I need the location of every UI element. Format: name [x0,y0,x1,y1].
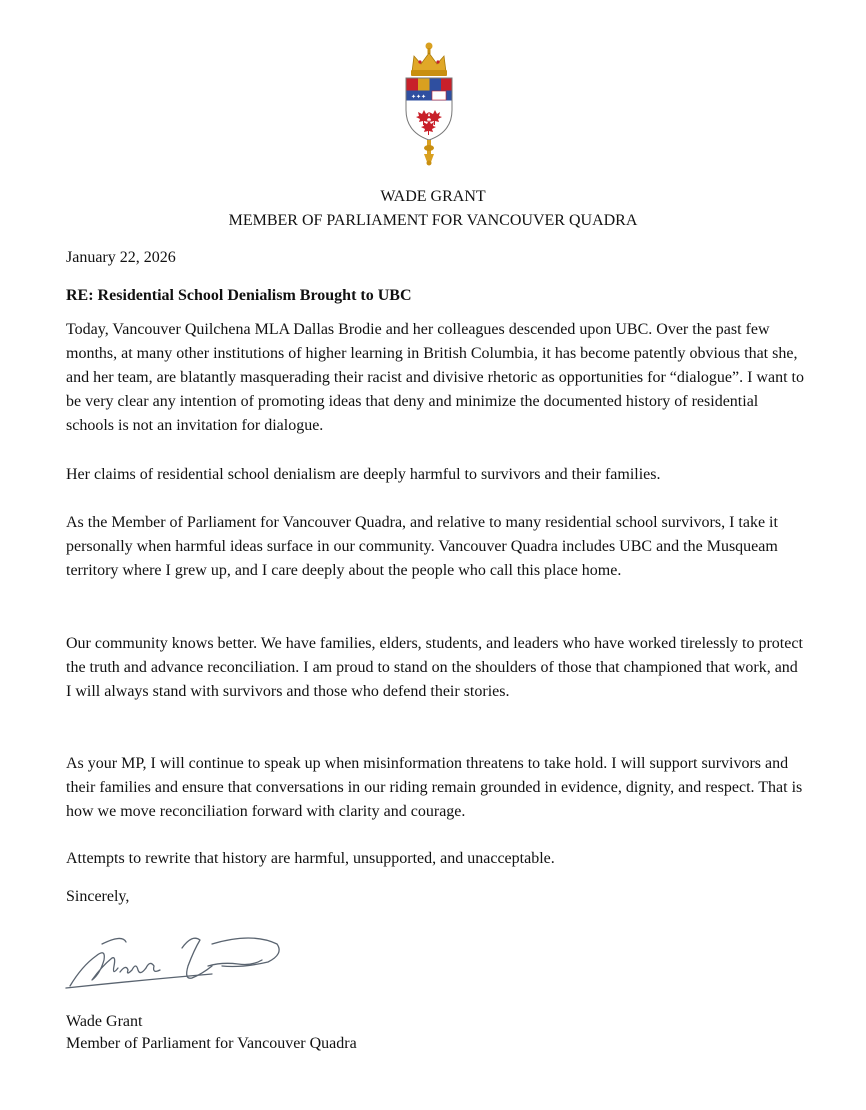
letter-closing: Sincerely, [66,888,130,905]
signatory-name: Wade Grant [66,1013,143,1030]
body-paragraph-3: As the Member of Parliament for Vancouver Quadra, and relative to many residential school survivors, I take it personally when harmful ideas surface in our community. Vancouver Quadra includes UBC and the Musqueam territory where I grew up, and I care deeply about the people who call this place home. [66,514,778,579]
parliament-mace-crest [394,40,464,166]
body-paragraph-2: Her claims of residential school denialism are deeply harmful to survivors and their families. [66,466,661,483]
body-paragraph-1: Today, Vancouver Quilchena MLA Dallas Brodie and her colleagues descended upon UBC. Over the past few months, at many other institutions of higher learning in British Columbia, it has become patently obvious that she, and her team, are blatantly masquerading their racist and divisive rhetoric as opportunities for “dialogue”. I want to be very clear any intention of promoting ideas that deny and minimize the documented history of residential schools is not an invitation for dialogue. [66,321,804,434]
body-paragraph-5: As your MP, I will continue to speak up when misinformation threatens to take hold. I will support survivors and their families and ensure that conversations in our riding remain grounded in evidence, dignity, and respect. That is how we move reconciliation forward with clarity and courage. [66,755,803,820]
body-paragraph-6: Attempts to rewrite that history are harmful, unsupported, and unacceptable. [66,850,555,867]
letterhead-name: WADE GRANT [380,188,486,205]
svg-text:✦✦✦: ✦✦✦ [411,93,427,101]
letter-subject: RE: Residential School Denialism Brought to UBC [66,287,412,304]
letterhead-title: MEMBER OF PARLIAMENT FOR VANCOUVER QUADRA [228,212,638,229]
handwritten-signature [62,926,312,996]
signatory-title: Member of Parliament for Vancouver Quadra [66,1035,357,1052]
letter-date: January 22, 2026 [66,249,176,266]
body-paragraph-4: Our community knows better. We have families, elders, students, and leaders who have worked tirelessly to protect the truth and advance reconciliation. I am proud to stand on the shoulders of those that championed that work, and I will always stand with survivors and those who defend their stories. [66,635,803,700]
